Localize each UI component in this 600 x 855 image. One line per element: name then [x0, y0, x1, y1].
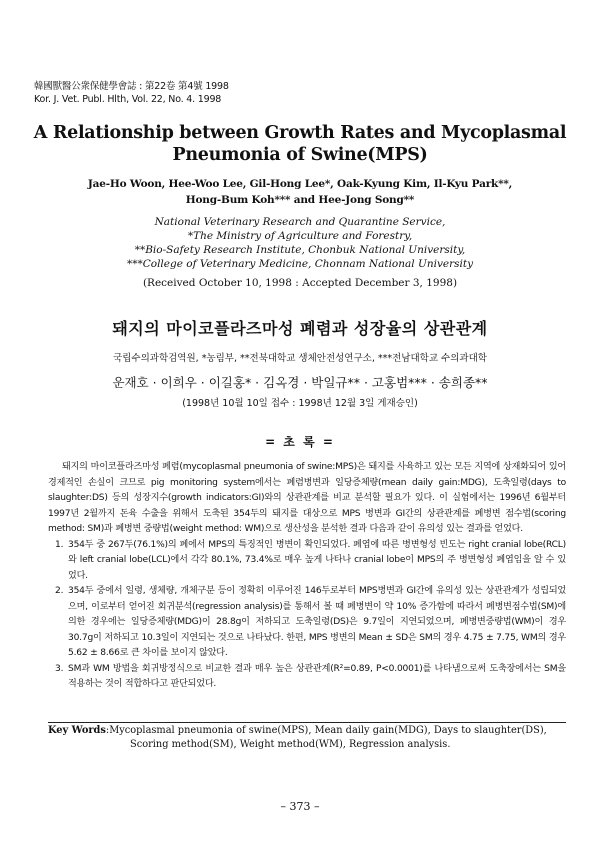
paper-title [0, 122, 600, 166]
keywords-divider [48, 722, 566, 723]
abstract-heading: = 초 록 = [265, 435, 335, 449]
journal-line-english: Kor. J. Vet. Publ. Hlth, Vol. 22, No. 4. 1998 [34, 94, 222, 105]
journal-line-korean: 韓國獸醫公衆保健學會誌 : 第22卷 第4號 1998 [34, 81, 229, 92]
affiliation-3: **Bio-Safety Research Institute, Chonbuk National University, [134, 244, 466, 256]
korean-authors: 운재호 · 이희우 · 이길홍* · 김옥경 · 박일규** · 고홍범*** · 송희종** [112, 375, 488, 390]
affiliations [0, 215, 600, 271]
keywords-label: Key Words [48, 725, 106, 736]
affiliation-4: ***College of Veterinary Medicine, Chonnam National University [126, 258, 474, 270]
page-number: – 373 – [280, 800, 320, 813]
keywords-line-1: :Mycoplasmal pneumonia of swine(MPS), Mean daily gain(MDG), Days to slaughter(DS), [105, 725, 547, 736]
korean-received-date: (1998년 10월 10일 접수 : 1998년 12월 3일 게재승인) [182, 398, 418, 409]
abstract-finding-3: 3. SM과 WM 방법을 회귀방정식으로 비교한 결과 매우 높은 상관관계(R²=0.89, P<0.0001)를 나타냄으로써 도축장에서는 SM을 적용하는 것이 적합하다고 판단되었다. [66, 662, 566, 693]
affiliation-1: National Veterinary Research and Quarantine Service, [154, 216, 446, 228]
korean-affiliations: 국립수의과학검역원, *농림부, **전북대학교 생체안전성연구소, ***전남대학교 수의과대학 [113, 353, 487, 364]
author-line-1: Jae-Ho Woon, Hee-Woo Lee, Gil-Hong Lee*, Oak-Kyung Kim, Il-Kyu Park**, [87, 178, 513, 190]
abstract-finding-1: 1. 354두 중 267두(76.1%)의 폐에서 MPS의 특징적인 병변이 확인되었다. 폐엽에 따른 병변형성 빈도는 right cranial lobe(RCL)와 left cranial lobe(LCL)에서 각각 80.1%, 73.4%로 매우 높게 나타나 cranial lobe이 MPS의 주 병변형성 폐엽임을 알 수 있었다. [66, 538, 566, 585]
affiliation-2: *The Ministry of Agriculture and Forestry, [187, 230, 413, 242]
paper-title-line-2: Pneumonia of Swine(MPS) [172, 145, 428, 165]
abstract-intro: 돼지의 마이코플라즈마성 폐렴(mycoplasmal pneumonia of swine:MPS)은 돼지를 사육하고 있는 모든 지역에 상재화되어 있어 경제적인 손실이 크므로 pig monitoring system에서는 폐렴병변과 일당증체량(mean daily gain:MDG), 도축일령(days to slaughter:DS) 등의 성장지수(growth indicators:GI)와의 상관관계를 비교 분석할 필요가 있다. 이 실험에서는 1996년 6월부터 1997년 2월까지 돈육 수출을 위해서 도축된 354두의 돼지를 대상으로 MPS 병변과 GI간의 상관관계를 폐병변 점수법(scoring method: SM)과 폐병변 중량법(weight method: WM)으로 생산성을 분석한 결과 다음과 같이 유의성 있는 결과를 얻었다. [48, 462, 566, 534]
author-line-2: Hong-Bum Koh*** and Hee-Jong Song** [185, 194, 415, 206]
abstract-finding-2: 2. 354두 중에서 일령, 생체량, 개체구분 등이 정확히 이루어진 146두로부터 MPS병변과 GI간에 유의성 있는 상관관계가 성립되었으며, 이로부터 얻어진 회귀분석(regression analysis)를 통해서 볼 때 폐병변이 약 10% 증가함에 따라서 폐병변점수법(SM)에 의한 경우에는 일당증체량(MDG)이 28.8g이 저하되고 도축일령(DS)은 9.7일이 지연되었으며, 폐병변중량법(WM)이 경우 30.7g이 저하되고 10.3일이 지연되는 것으로 나타났다. 한편, MPS 병변의 Mean ± SD은 SM의 경우 4.75 ± 7.75, WM의 경우 5.62 ± 8.66로 큰 차이를 보이지 않았다. [66, 584, 566, 662]
paper-title-line-1: A Relationship between Growth Rates and Mycoplasmal [33, 123, 567, 143]
keywords-line-2: Scoring method(SM), Weight method(WM), Regression analysis. [130, 739, 451, 750]
journal-header [34, 80, 229, 106]
keywords [48, 724, 566, 752]
author-list [0, 176, 600, 208]
korean-title: 돼지의 마이코플라즈마성 폐렴과 성장율의 상관관계 [112, 319, 488, 338]
abstract-body [48, 460, 566, 693]
abstract-findings-list [48, 538, 566, 693]
received-date: (Received October 10, 1998 : Accepted December 3, 1998) [142, 277, 458, 289]
